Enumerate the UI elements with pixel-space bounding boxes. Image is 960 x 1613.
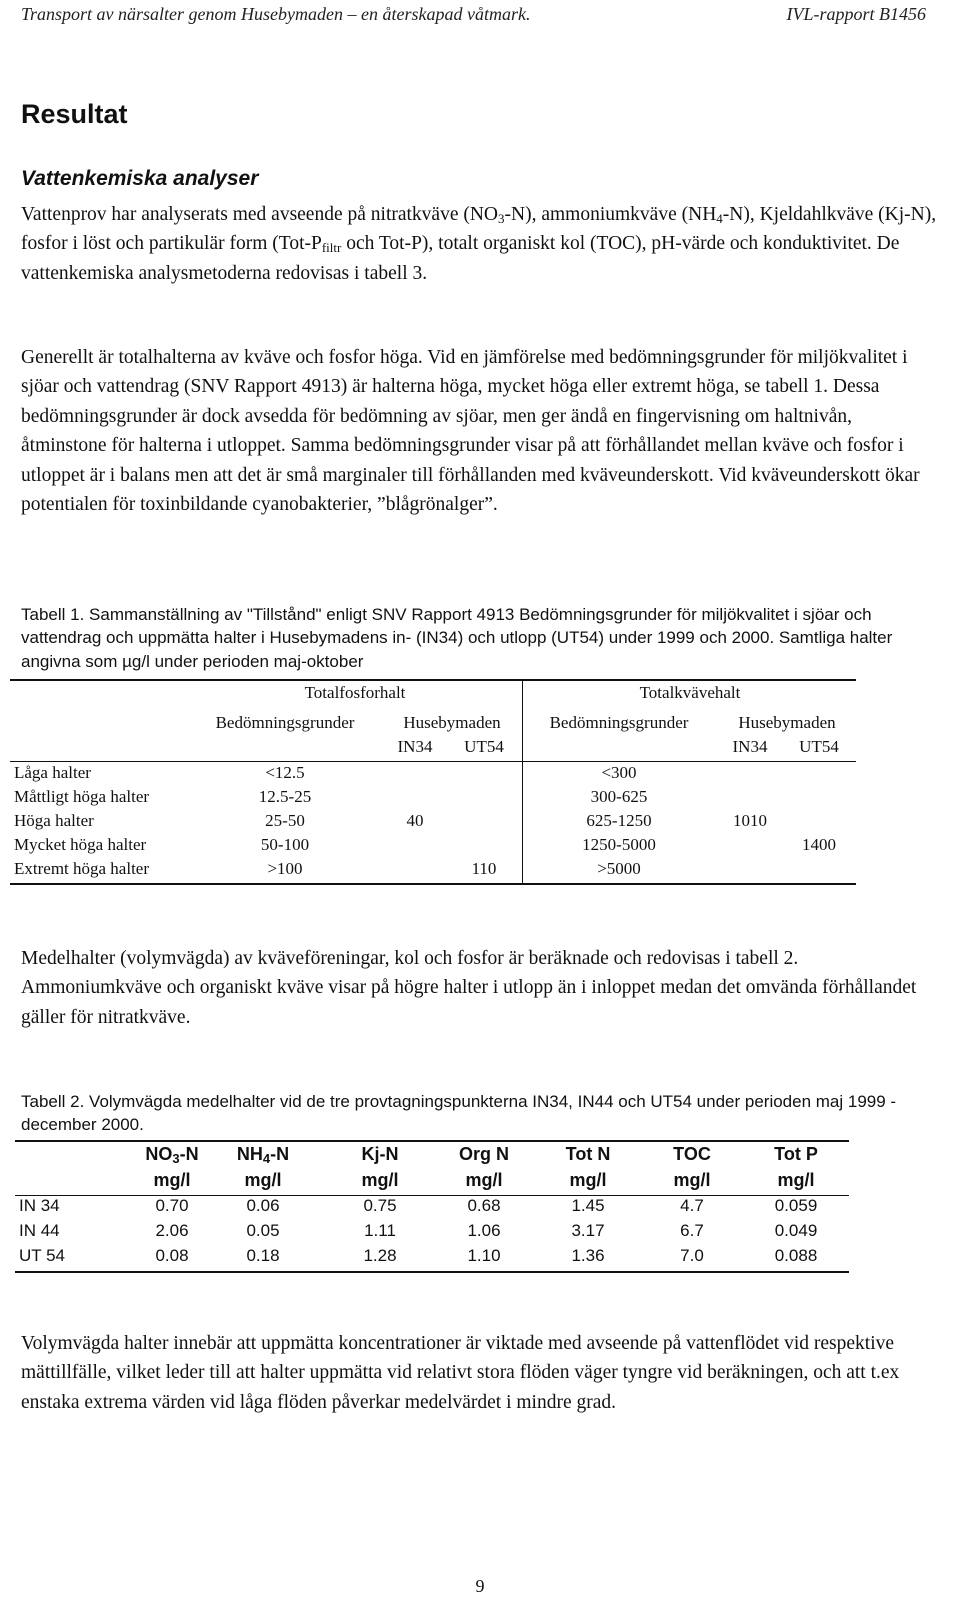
table1-cell: <300 [601,763,637,782]
table1-cell: 1010 [733,811,767,830]
table2-col-no3n: $NO_3-N$ [145,1144,199,1166]
table1-col-criteria-p: Bedömningsgrunder [215,713,355,732]
paragraph-volume-weighted: Volymvägda halter innebär att uppmätta koncentrationer är viktade med avseende på vattenflödet vid respektive mättillfälle, vilket leder till att halter uppmätta vid relativt stora flöden väger tyngre vid beräkningen, och att t.ex enstaka extrema värden vid låga flöden påverkar medelvärdet i mindre grad. [21,1333,900,1413]
table-mean-concentrations [15,1140,851,1275]
table2-col-orgn: Org N [458,1144,510,1164]
table1-row-label: Höga halter [14,811,94,830]
table2-col-totn: Tot N [565,1144,611,1164]
table2-cell: 1.28 [363,1246,397,1265]
paragraph-analyses: Vattenprov har analyserats med avseende på nitratkväve $(NO_3-N)$, ammoniumkväve $(NH_4-N)$, Kjeldahlkväve (Kj-N), fosfor i löst och partikulär form ($Tot-P_{filtr}$ och Tot-P), totalt organiskt kol (TOC), pH-värde och konduktivitet. De vattenkemiska analysmetoderna redovisas i tabell 3. [21,204,937,284]
table1-cell: 110 [471,859,497,878]
table1-col-in34-p: IN34 [397,737,433,756]
table2-col-kjn: Kj-N [361,1144,399,1164]
table2-unit: mg/l [777,1170,815,1190]
table1-row-label: Måttligt höga halter [14,787,150,806]
table2-cell: 0.06 [246,1196,280,1215]
table1-col-criteria-n: Bedömningsgrunder [549,713,689,732]
table1-cell: >100 [267,859,303,878]
table2-col-toc: TOC [673,1144,711,1164]
table1-group-phosphorus: Totalfosforhalt [304,683,406,702]
table1-col-huseby-p: Husebymaden [403,713,501,732]
table2-col-totp: Tot P [774,1144,818,1164]
table1-group-nitrogen: Totalkvävehalt [639,683,741,702]
table2-cell: 1.06 [467,1221,501,1240]
table2-cell: 0.088 [774,1246,818,1265]
table1-top-rule [10,679,856,681]
table2-cell: 0.059 [774,1196,818,1215]
table1-cell: 1250-5000 [582,835,656,854]
table1-col-huseby-n: Husebymaden [738,713,836,732]
table1-col-ut54-n: UT54 [799,737,839,756]
table2-row-label: IN 44 [19,1221,60,1240]
table1-cell: 1400 [802,835,836,854]
table2-cell: 0.75 [363,1196,397,1215]
table1-cell: 12.5-25 [258,787,312,806]
table2-cell: 0.05 [246,1221,280,1240]
table2-cell: 6.7 [680,1221,704,1240]
table2-cell: 0.70 [155,1196,189,1215]
table1-bottom-rule [10,883,856,885]
table2-col-nh4n: $NH_4-N$ [236,1144,290,1166]
paragraph-mean-values: Medelhalter (volymvägda) av kväveföreningar, kol och fosfor är beräknade och redovisas i tabell 2. Ammoniumkväve och organiskt kväve visar på högre halter i utlopp än i inloppet medan det omvända förhållandet gäller för nitratkväve. [21,948,917,1028]
table2-unit: mg/l [673,1170,711,1190]
table2-cell: 1.36 [571,1246,605,1265]
table2-cell: 0.08 [155,1246,189,1265]
table2-cell: 1.45 [571,1196,605,1215]
table2-cell: 0.18 [246,1246,280,1265]
table2-cell: 2.06 [155,1221,189,1240]
table1-divider [522,679,523,885]
table2-top-rule [15,1140,849,1142]
subsection-title: Vattenkemiska analyser [21,167,259,190]
table1-cell: 300-625 [590,787,648,806]
table2-cell: 1.11 [364,1221,396,1240]
table2-cell: 4.7 [680,1196,704,1215]
table1-cell: 40 [406,811,424,830]
table2-row-label: IN 34 [19,1196,60,1215]
section-title: Resultat [21,99,128,129]
table1-caption: Tabell 1. Sammanställning av "Tillstånd" enligt SNV Rapport 4913 Bedömningsgrunder för miljökvalitet i sjöar och vattendrag och uppmätta halter i Husebymadens in- (IN34) och utlopp (UT54) under 1999 och 2000. Samtliga halter angivna som µg/l under perioden maj-oktober [21,605,893,671]
table2-unit: mg/l [361,1170,399,1190]
table1-row-label: Mycket höga halter [14,835,147,854]
table1-col-in34-n: IN34 [732,737,768,756]
table1-row-label: Låga halter [14,763,91,782]
running-header-title: Transport av närsalter genom Husebymaden – en återskapad våtmark. [21,4,531,24]
table1-cell: 625-1250 [586,811,652,830]
table2-cell: 1.10 [467,1246,501,1265]
running-header-report-id: IVL-rapport B1456 [786,4,926,24]
table2-cell: 0.68 [467,1196,501,1215]
table2-cell: 3.17 [571,1221,605,1240]
table2-unit: mg/l [465,1170,503,1190]
paragraph-assessment: Generellt är totalhalterna av kväve och fosfor höga. Vid en jämförelse med bedömningsgrunder för miljökvalitet i sjöar och vattendrag (SNV Rapport 4913) är halterna höga, mycket höga eller extremt höga, se tabell 1. Dessa bedömningsgrunder är dock avsedda för bedömning av sjöar, men ger ändå en fingervisning om haltnivån, åtminstone för halterna i utloppet. Samma bedömningsgrunder visar på att förhållandet mellan kväve och fosfor i utloppet är i balans men att det är små marginaler till förhållanden med kväveunderskott. Vid kväveunderskott ökar potentialen för toxinbildande cyanobakterier, ”blågrönalger”. [21,347,920,516]
table1-row-label: Extremt höga halter [14,859,150,878]
table2-unit: mg/l [244,1170,282,1190]
table2-bottom-rule [15,1271,849,1273]
table1-cell: >5000 [597,859,641,878]
table2-unit: mg/l [153,1170,191,1190]
table1-col-ut54-p: UT54 [464,737,504,756]
table2-cell: 7.0 [680,1246,704,1265]
table2-caption: Tabell 2. Volymvägda medelhalter vid de tre provtagningspunkterna IN34, IN44 och UT54 under perioden maj 1999 - december 2000. [21,1092,897,1135]
table2-header-rule [15,1195,849,1196]
table1-header-rule [10,761,856,762]
table1-cell: 25-50 [265,811,305,830]
table-status-criteria [10,679,860,889]
page-number: 9 [475,1576,485,1596]
table2-unit: mg/l [569,1170,607,1190]
table1-cell: <12.5 [265,763,305,782]
table2-row-label: UT 54 [19,1246,65,1265]
table2-cell: 0.049 [774,1221,818,1240]
table1-cell: 50-100 [260,835,310,854]
